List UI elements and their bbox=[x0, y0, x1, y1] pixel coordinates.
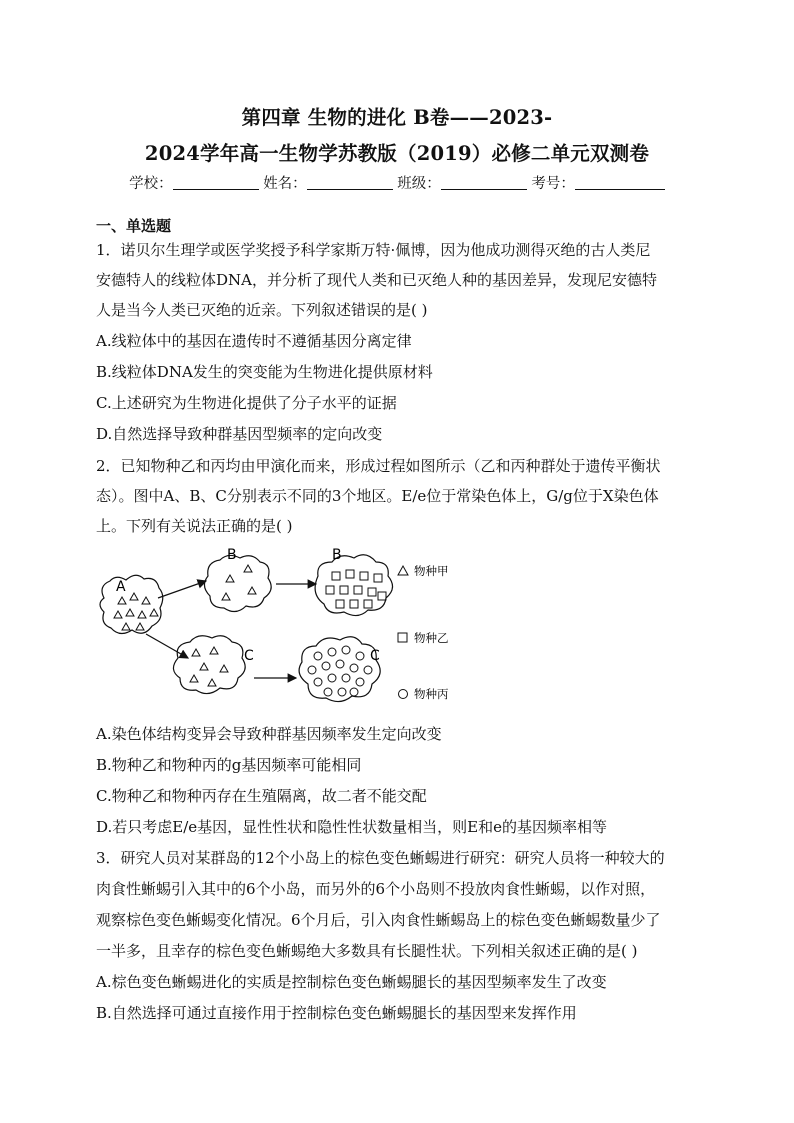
region-a-blob bbox=[100, 575, 163, 633]
species-jia-group-a bbox=[114, 593, 158, 630]
species-jia-group-c bbox=[190, 647, 228, 686]
species-jia-group-b bbox=[222, 565, 256, 600]
q1-stem-line: 1．诺贝尔生理学或医学奖授予科学家斯万特·佩博，因为他成功测得灭绝的古人类尼 bbox=[96, 241, 651, 259]
name-field[interactable] bbox=[307, 175, 393, 190]
q2-stem-line: 上。下列有关说法正确的是( ) bbox=[96, 517, 293, 535]
legend-yi: 物种乙 bbox=[414, 631, 449, 645]
exam-no-field[interactable] bbox=[575, 175, 665, 190]
student-info-row bbox=[0, 172, 794, 193]
q3-stem-line: 肉食性蜥蜴引入其中的6个小岛，而另外的6个小岛则不投放肉食性蜥蜴，以作对照， bbox=[96, 880, 656, 898]
q3-stem-line: 3．研究人员对某群岛的12个小岛上的棕色变色蜥蜴进行研究：研究人员将一种较大的 bbox=[96, 849, 665, 867]
square-icon bbox=[398, 633, 407, 642]
q1-option-c[interactable]: C.上述研究为生物进化提供了分子水平的证据 bbox=[96, 394, 397, 412]
arrow-a-to-b bbox=[158, 581, 206, 598]
legend-jia: 物种甲 bbox=[414, 564, 449, 578]
class-label: 班级： bbox=[397, 176, 441, 192]
region-label-b2: B bbox=[332, 547, 342, 563]
exam-no-label: 考号： bbox=[531, 176, 575, 192]
region-c2-blob bbox=[299, 637, 380, 702]
class-field[interactable] bbox=[441, 175, 527, 190]
q1-option-b[interactable]: B.线粒体DNA发生的突变能为生物进化提供原材料 bbox=[96, 363, 433, 381]
region-label-c2: C bbox=[370, 648, 380, 664]
speciation-diagram bbox=[96, 546, 496, 716]
q2-option-c[interactable]: C.物种乙和物种丙存在生殖隔离，故二者不能交配 bbox=[96, 787, 427, 805]
triangle-icon bbox=[398, 566, 408, 575]
name-label: 姓名： bbox=[263, 176, 307, 192]
exam-title-line1: 第四章 生物的进化 B卷——2023- bbox=[241, 106, 553, 129]
region-b-blob bbox=[204, 555, 271, 611]
q3-option-b[interactable]: B.自然选择可通过直接作用于控制棕色变色蜥蜴腿长的基因型来发挥作用 bbox=[96, 1004, 577, 1022]
region-label-c: C bbox=[244, 648, 254, 664]
q2-stem-line: 2．已知物种乙和丙均由甲演化而来，形成过程如图所示（乙和丙种群处于遗传平衡状 bbox=[96, 457, 661, 475]
exam-title-line2: 2024学年高一生物学苏教版（2019）必修二单元双测卷 bbox=[144, 142, 650, 165]
school-label: 学校： bbox=[129, 176, 173, 192]
q1-option-d[interactable]: D.自然选择导致种群基因型频率的定向改变 bbox=[96, 425, 383, 443]
q1-stem-line: 人是当今人类已灭绝的近亲。下列叙述错误的是( ) bbox=[96, 301, 428, 319]
species-bing-group bbox=[308, 646, 372, 696]
species-yi-group bbox=[326, 570, 386, 608]
q3-option-a[interactable]: A.棕色变色蜥蜴进化的实质是控制棕色变色蜥蜴腿长的基因型频率发生了改变 bbox=[96, 973, 607, 991]
section-title: 一、单选题 bbox=[96, 217, 172, 235]
region-b2-blob bbox=[315, 555, 392, 616]
region-c-blob bbox=[173, 636, 245, 694]
q1-stem-line: 安德特人的线粒体DNA，并分析了现代人类和已灭绝人种的基因差异，发现尼安德特 bbox=[96, 271, 657, 289]
q3-stem-line: 一半多，且幸存的棕色变色蜥蜴绝大多数具有长腿性状。下列相关叙述正确的是( ) bbox=[96, 942, 638, 960]
legend-bing: 物种丙 bbox=[414, 687, 449, 701]
q2-option-d[interactable]: D.若只考虑E/e基因，显性性状和隐性性状数量相当，则E和e的基因频率相等 bbox=[96, 818, 607, 836]
q2-option-b[interactable]: B.物种乙和物种丙的g基因频率可能相同 bbox=[96, 756, 362, 774]
region-label-b: B bbox=[227, 547, 237, 563]
circle-icon bbox=[399, 690, 408, 699]
q3-stem-line: 观察棕色变色蜥蜴变化情况。6个月后，引入肉食性蜥蜴岛上的棕色变色蜥蜴数量少了 bbox=[96, 911, 661, 929]
arrow-a-to-c bbox=[146, 634, 188, 658]
school-field[interactable] bbox=[173, 175, 259, 190]
q2-option-a[interactable]: A.染色体结构变异会导致种群基因频率发生定向改变 bbox=[96, 725, 442, 743]
region-label-a: A bbox=[116, 579, 126, 595]
q2-stem-line: 态）。图中A、B、C分别表示不同的3个地区。E/e位于常染色体上，G/g位于X染色体 bbox=[96, 487, 659, 505]
q1-option-a[interactable]: A.线粒体中的基因在遗传时不遵循基因分离定律 bbox=[96, 332, 412, 350]
